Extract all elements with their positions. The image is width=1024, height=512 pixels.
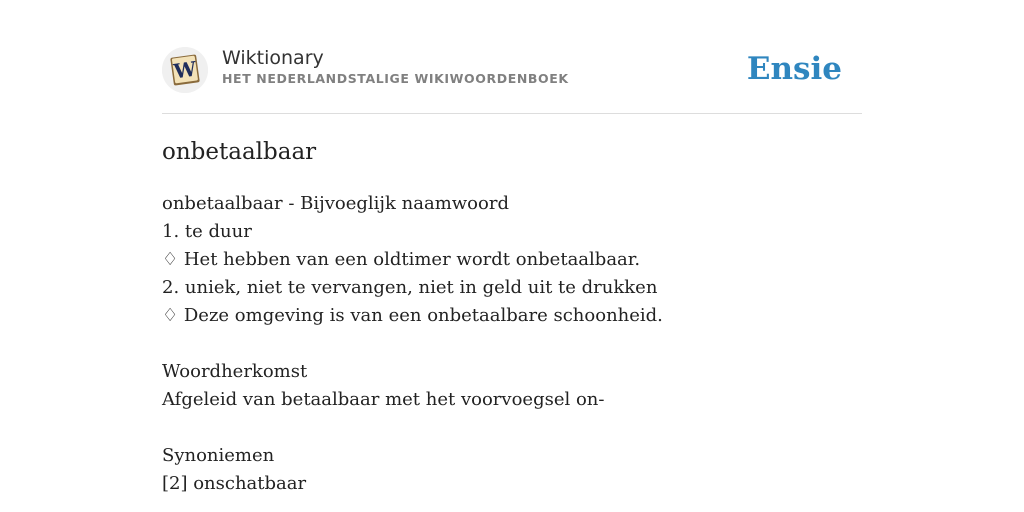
site-tagline: HET NEDERLANDSTALIGE WIKIWOORDENBOEK — [222, 71, 569, 86]
etymology-heading: Woordherkomst — [162, 361, 308, 382]
brand-block — [222, 45, 569, 87]
synonyms-heading: Synoniemen — [162, 445, 275, 466]
definition-1: 1. te duur — [162, 221, 252, 242]
example-1: ♢ Het hebben van een oldtimer wordt onbetaalbaar. — [162, 249, 641, 270]
example-2: ♢ Deze omgeving is van een onbetaalbare schoonheid. — [162, 305, 663, 326]
page-container — [162, 0, 862, 494]
svg-text:W: W — [172, 56, 198, 84]
entry-content — [162, 190, 862, 498]
entry-heading: onbetaalbaar - Bijvoeglijk naamwoord — [162, 193, 509, 214]
ensie-link[interactable]: Ensie — [746, 51, 842, 87]
site-name[interactable]: Wiktionary — [222, 47, 324, 69]
wiktionary-logo-icon[interactable] — [162, 47, 208, 93]
site-header — [162, 0, 862, 114]
page-title: onbetaalbaar — [162, 139, 317, 165]
section-spacer — [162, 414, 862, 442]
etymology-text: Afgeleid van betaalbaar met het voorvoegsel on- — [162, 389, 605, 410]
section-spacer — [162, 330, 862, 358]
definition-2: 2. uniek, niet te vervangen, niet in geld uit te drukken — [162, 277, 658, 298]
synonyms-text: [2] onschatbaar — [162, 473, 307, 494]
